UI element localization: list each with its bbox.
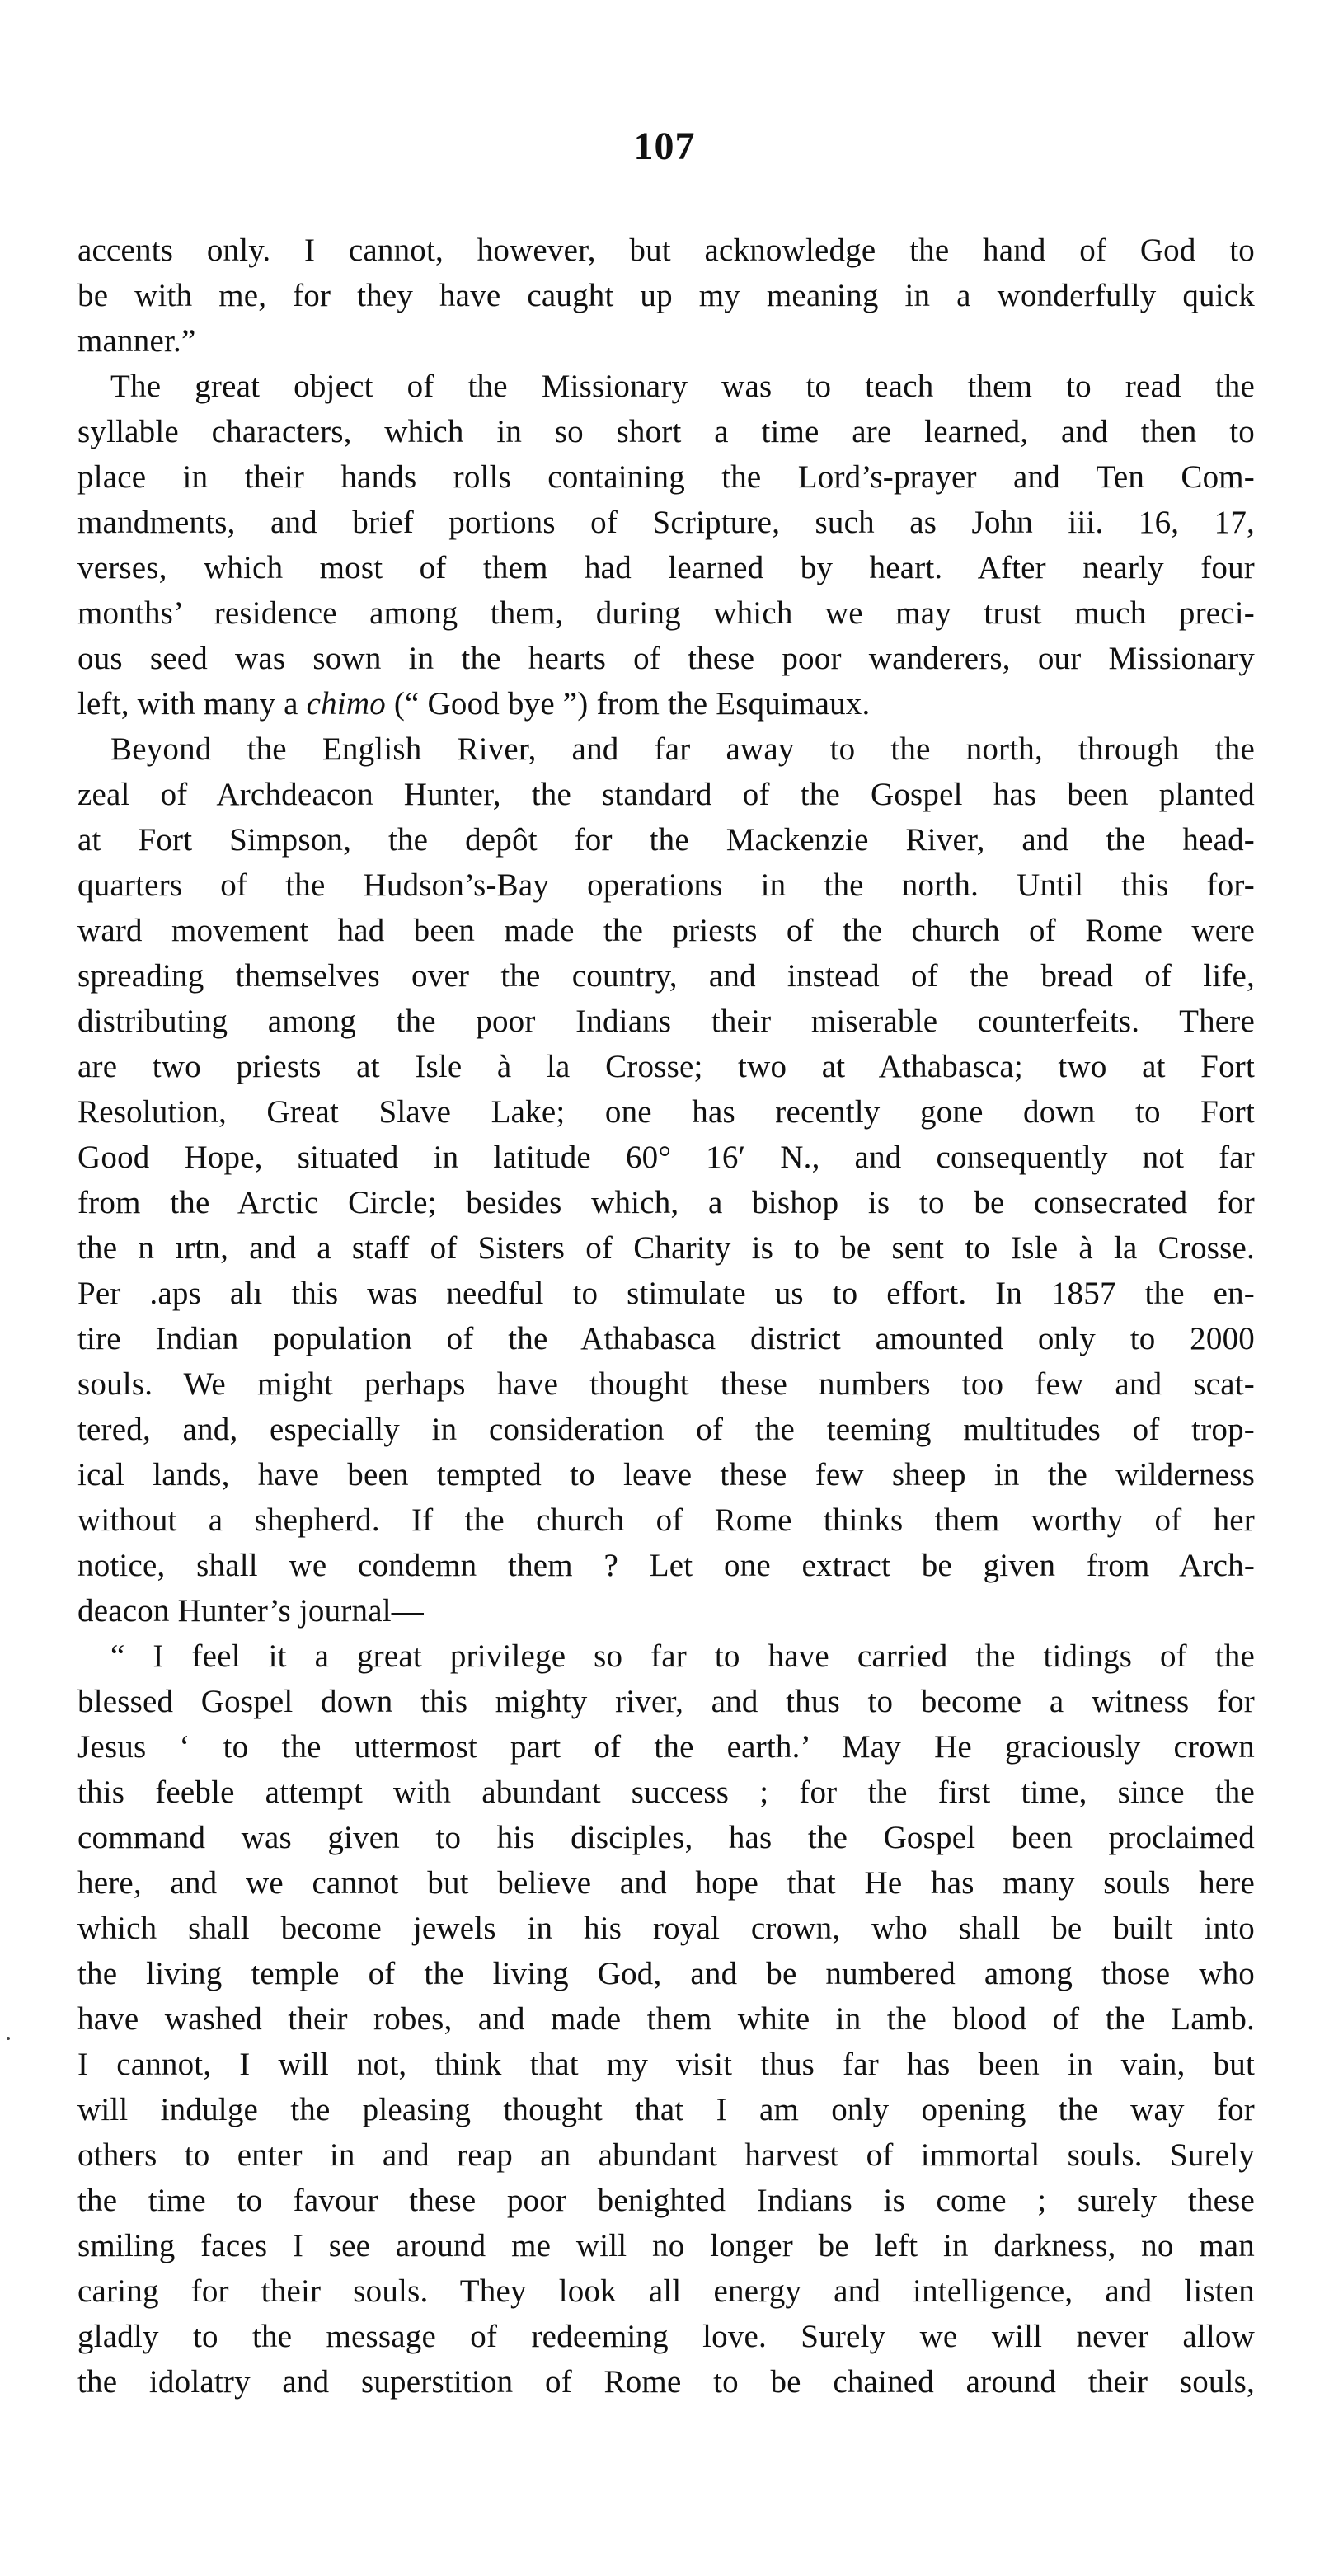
text-line: left, with many a chimo (“ Good bye ”) from the Esquimaux. (77, 686, 871, 722)
text-line: zeal of Archdeacon Hunter, the standard of the Gospel has been planted (77, 777, 1255, 812)
text-line: ward movement had been made the priests of the church of Rome were (77, 913, 1255, 948)
text-line: Per .aps alı this was needful to stimulate us to effort. In 1857 the en- (77, 1276, 1255, 1311)
text-line: ous seed was sown in the hearts of these poor wanderers, our Missionary (77, 641, 1255, 676)
text-line: at Fort Simpson, the depôt for the Mackenzie River, and the head- (77, 822, 1255, 858)
text-line: notice, shall we condemn them ? Let one extract be given from Arch- (77, 1548, 1255, 1583)
text-line: which shall become jewels in his royal crown, who shall be built into (77, 1911, 1255, 1946)
text-line: this feeble attempt with abundant success ; for the first time, since the (77, 1775, 1255, 1810)
italic-word: chimo (306, 686, 386, 722)
text-line: blessed Gospel down this mighty river, and thus to become a witness for (77, 1684, 1255, 1719)
text-line: manner.” (77, 323, 196, 359)
text-line: others to enter in and reap an abundant harvest of immortal souls. Surely (77, 2137, 1255, 2173)
text-line: place in their hands rolls containing the Lord’s-prayer and Ten Com- (77, 459, 1255, 495)
margin-speck (7, 2037, 10, 2040)
text-line: the living temple of the living God, and be numbered among those who (77, 1956, 1255, 1991)
text-line: here, and we cannot but believe and hope that He has many souls here (77, 1865, 1255, 1901)
text-line: without a shepherd. If the church of Rome thinks them worthy of her (77, 1502, 1255, 1538)
text-line: months’ residence among them, during which we may trust much preci- (77, 595, 1255, 631)
text-line: I cannot, I will not, think that my visit thus far has been in vain, but (77, 2047, 1255, 2082)
text-line: the n ırtn, and a staff of Sisters of Charity is to be sent to Isle à la Crosse. (77, 1230, 1255, 1266)
text-line: will indulge the pleasing thought that I am only opening the way for (77, 2092, 1255, 2127)
text-line: distributing among the poor Indians their miserable counterfeits. There (77, 1004, 1255, 1039)
text-line: have washed their robes, and made them white in the blood of the Lamb. (77, 2001, 1255, 2037)
text-line: Good Hope, situated in latitude 60° 16′ N., and consequently not far (77, 1140, 1255, 1175)
text-line: are two priests at Isle à la Crosse; two at Athabasca; two at Fort (77, 1049, 1255, 1084)
text-line: mandments, and brief portions of Scripture, such as John iii. 16, 17, (77, 505, 1255, 540)
text-line: smiling faces I see around me will no longer be left in darkness, no man (77, 2228, 1255, 2263)
text-line: ical lands, have been tempted to leave these few sheep in the wilderness (77, 1457, 1255, 1492)
text-line: Beyond the English River, and far away to the north, through the (110, 731, 1255, 767)
text-line: accents only. I cannot, however, but acknowledge the hand of God to (77, 233, 1255, 268)
body-text (77, 228, 1255, 2404)
text-line: deacon Hunter’s journal— (77, 1593, 424, 1629)
text-line: Jesus ‘ to the uttermost part of the earth.’ May He graciously crown (77, 1729, 1255, 1765)
text-line: quarters of the Hudson’s-Bay operations in the north. Until this for- (77, 867, 1255, 903)
text-line: from the Arctic Circle; besides which, a bishop is to be consecrated for (77, 1185, 1255, 1220)
text-line: the time to favour these poor benighted Indians is come ; surely these (77, 2183, 1255, 2218)
text-line: syllable characters, which in so short a time are learned, and then to (77, 414, 1255, 449)
text-line: “ I feel it a great privilege so far to have carried the tidings of the (110, 1638, 1255, 1674)
text-line: command was given to his disciples, has the Gospel been proclaimed (77, 1820, 1255, 1855)
text-line: souls. We might perhaps have thought these numbers too few and scat- (77, 1366, 1255, 1402)
text-line: The great object of the Missionary was to teach them to read the (110, 369, 1255, 404)
text-line: Resolution, Great Slave Lake; one has recently gone down to Fort (77, 1094, 1255, 1130)
text-line: verses, which most of them had learned by heart. After nearly four (77, 550, 1255, 585)
text-line: spreading themselves over the country, and instead of the bread of life, (77, 958, 1255, 994)
text-line: be with me, for they have caught up my meaning in a wonderfully quick (77, 278, 1255, 313)
page-number: 107 (633, 125, 696, 168)
text-line: tered, and, especially in consideration of the teeming multitudes of trop- (77, 1412, 1255, 1447)
text-line: the idolatry and superstition of Rome to be chained around their souls, (77, 2364, 1255, 2400)
text-line: gladly to the message of redeeming love. Surely we will never allow (77, 2319, 1255, 2354)
text-line: tire Indian population of the Athabasca district amounted only to 2000 (77, 1321, 1255, 1356)
text-line: caring for their souls. They look all energy and intelligence, and listen (77, 2273, 1255, 2309)
